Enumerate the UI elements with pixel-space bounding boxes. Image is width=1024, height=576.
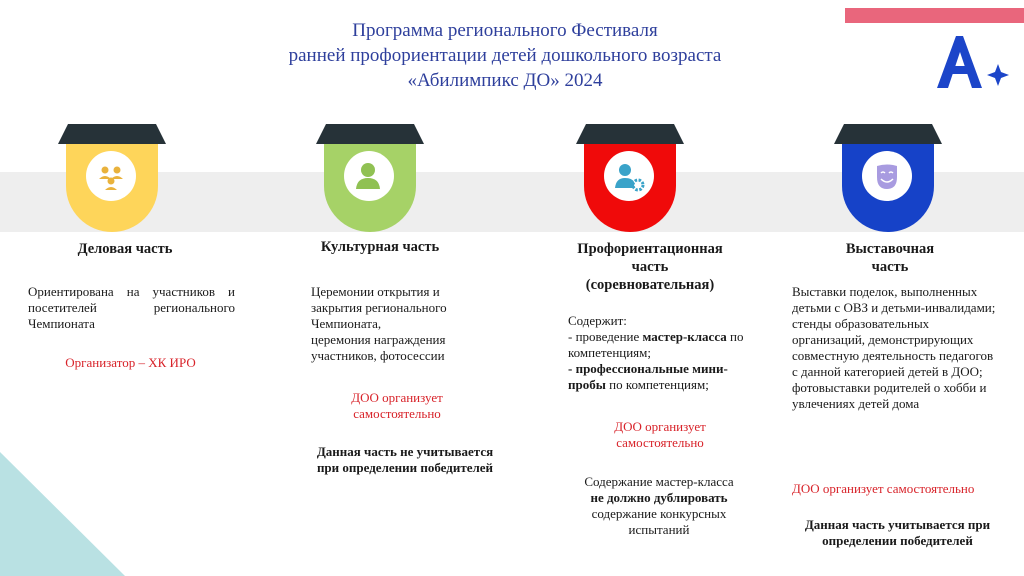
person-profile-icon (344, 151, 394, 201)
section-career-organizer: ДОО организует самостоятельно (614, 419, 706, 450)
section-exhibition-text-1: Выставки поделок, выполненных детьми с ОВЗ и детьми-инвалидами; (792, 284, 996, 315)
page-title (180, 18, 830, 93)
title-line-2: ранней профориентации детей дошкольного возраста (288, 45, 722, 66)
title-line-3: «Абилимпикс ДО» 2024 (407, 70, 603, 91)
section-career-item-2: - профессиональные мини-пробы по компетенциям; (568, 361, 728, 392)
people-group-icon (86, 151, 136, 201)
section-exhibition-heading-1: Выставочная (845, 241, 935, 257)
section-cultural-text (311, 284, 491, 364)
ribbon-cultural (316, 124, 424, 234)
section-cultural-text-2: церемония награждения участников, фотосессии (311, 332, 446, 363)
sparkle-star-icon (987, 64, 1009, 86)
section-exhibition-text-2: стенды образовательных организаций, демонстрирующих совместную деятельность педагогов с данной категорией детей в ДОО; (792, 316, 994, 379)
section-career-heading-1: Профориентационная (577, 241, 723, 257)
pink-accent-bar (845, 8, 1024, 23)
section-career-heading (560, 240, 740, 294)
section-career-heading-3: (соревновательная) (585, 277, 715, 293)
corner-triangle (0, 452, 125, 576)
section-business-text: Ориентирована на участников и посетителей регионального Чемпионата (28, 284, 235, 331)
logo-a-icon (925, 30, 1015, 94)
section-cultural-note: Данная часть не учитывается при определении победителей (316, 444, 494, 475)
section-business-organizer: Организатор – ХК ИРО (65, 355, 196, 370)
section-career-list (568, 313, 758, 393)
section-exhibition-text (792, 284, 1002, 412)
section-cultural-organizer: ДОО организует самостоятельно (351, 390, 443, 421)
ribbon-exhibition (834, 124, 942, 234)
section-exhibition-note: Данная часть учитывается при определении победителей (804, 517, 991, 548)
section-business-heading: Деловая часть (77, 241, 173, 257)
title-line-1: Программа регионального Фестиваля (352, 20, 658, 41)
abilympics-logo (925, 30, 1015, 94)
section-career-note: Содержание мастер-класса не должно дублировать содержание конкурсных испытаний (584, 474, 734, 537)
section-career-item-1: - проведение мастер-класса по компетенциям; (568, 329, 744, 360)
person-gear-icon (604, 151, 654, 201)
section-exhibition-heading (830, 240, 950, 276)
section-exhibition-organizer: ДОО организует самостоятельно (792, 481, 975, 496)
section-exhibition-heading-2: часть (871, 259, 909, 275)
section-exhibition-text-3: фотовыставки родителей о хобби и увлечениях детей дома (792, 380, 987, 411)
theater-mask-icon (862, 151, 912, 201)
section-cultural-text-1: Церемонии открытия и закрытия регионального Чемпионата, (311, 284, 447, 331)
section-career-contains: Содержит: (568, 313, 627, 328)
ribbon-business (58, 124, 166, 234)
ribbon-career (576, 124, 684, 234)
section-cultural-heading: Культурная часть (320, 239, 440, 255)
section-career-heading-2: часть (631, 259, 669, 275)
